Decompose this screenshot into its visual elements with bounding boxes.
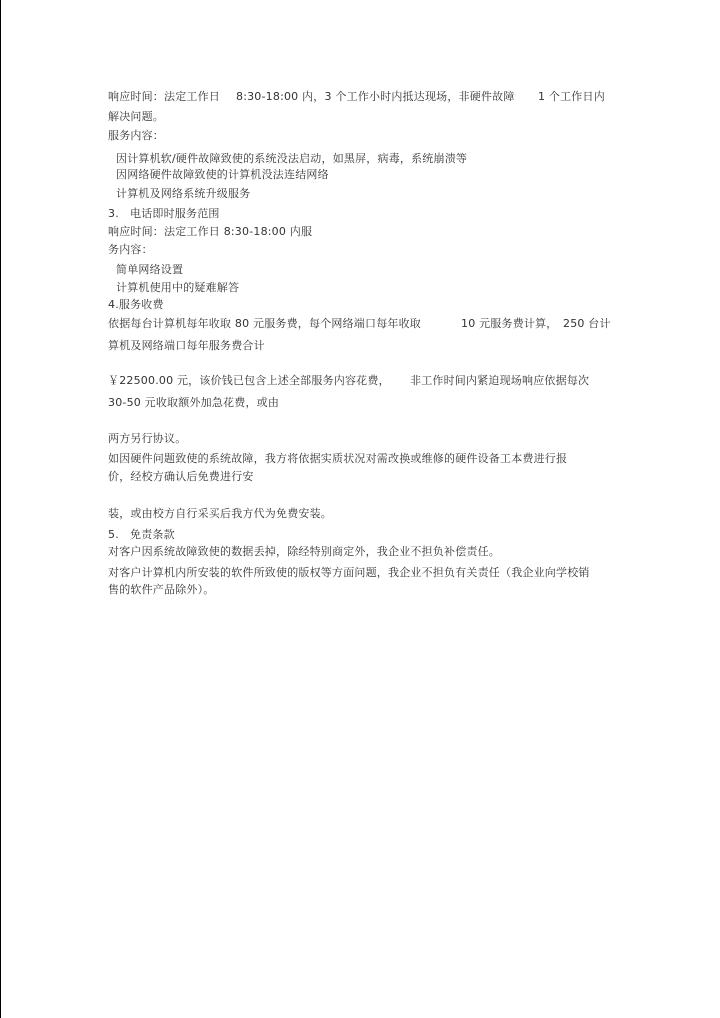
service-item: 简单网络设置	[116, 263, 184, 276]
page-edge-line	[0, 0, 1, 1018]
response-time-nonhardware: 1 个工作日内	[538, 90, 605, 103]
text-line: 对客户因系统故障致使的数据丢掉，除经特别商定外，我企业不担负补偿责任。	[108, 545, 500, 558]
fee-total: ￥22500.00 元，该价钱已包含上述全部服务内容花费，	[108, 374, 390, 387]
service-content-label: 服务内容：	[108, 129, 164, 142]
service-item: 计算机及网络系统升级服务	[116, 187, 251, 200]
section-number: 5.	[108, 528, 119, 541]
section-title: 免责条款	[130, 528, 175, 541]
section-title: 电话即时服务范围	[130, 207, 220, 220]
text-line: 售的软件产品除外）。	[108, 583, 215, 596]
text-line: 解决问题。	[108, 110, 164, 123]
response-time-label: 响应时间：法定工作日	[108, 90, 220, 103]
text-line: 对客户计算机内所安装的软件所致使的版权等方面问题，我企业不担负有关责任（我企业向学校销	[108, 566, 590, 579]
fee-port-rate: 10 元服务费计算，	[461, 317, 558, 330]
text-line: 价，经校方确认后免费进行安	[108, 470, 254, 483]
text-line: 如因硬件问题致使的系统故障，我方将依据实质状况对需改换或维修的硬件设备工本费进行报	[108, 452, 568, 465]
text-line: 响应时间：法定工作日 8:30-18:00 内服	[108, 225, 313, 238]
text-line: 装，或由校方自行采买后我方代为免费安装。	[108, 507, 332, 520]
text-line: 两方另行协议。	[108, 432, 187, 445]
after-hours-note: 非工作时间内紧迫现场响应依据每次	[410, 374, 590, 387]
service-item: 计算机使用中的疑难解答	[116, 281, 240, 294]
fee-count: 250 台计	[563, 317, 611, 330]
text-line: 30-50 元收取额外加急花费，或由	[108, 396, 280, 409]
text-line: 务内容：	[108, 243, 153, 256]
fee-text: 依据每台计算机每年收取 80 元服务费，每个网络端口每年收取	[108, 317, 421, 330]
text-line: 算机及网络端口每年服务费合计	[108, 339, 265, 352]
service-item: 因网络硬件故障致使的计算机没法连结网络	[116, 168, 329, 181]
section-number: 3.	[108, 207, 119, 220]
service-item: 因计算机软/硬件故障致使的系统没法启动，如黑屏，病毒，系统崩溃等	[116, 152, 468, 165]
response-time-detail: 8:30-18:00 内，3 个工作小时内抵达现场，非硬件故障	[236, 90, 515, 103]
section-heading-fees: 4.服务收费	[108, 298, 164, 311]
